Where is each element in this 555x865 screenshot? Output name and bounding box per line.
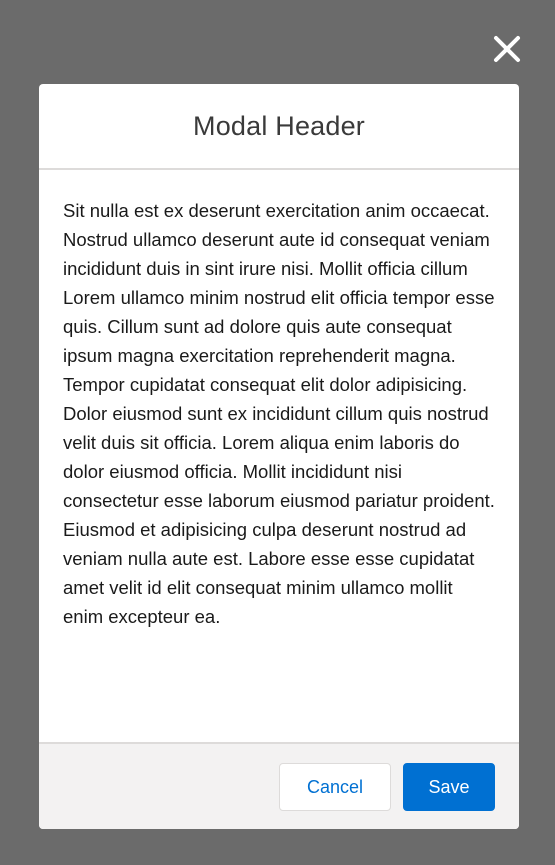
modal-title: Modal Header xyxy=(193,110,365,141)
modal-footer xyxy=(39,742,519,829)
body-paragraph: Dolor eiusmod sunt ex incididunt cillum quis nostrud velit duis sit officia. Lorem aliqua enim laboris do dolor eiusmod officia. Mollit incididunt nisi consectetur esse laborum eiusmod pariatur proident. Eiusmod et adipisicing culpa deserunt nostrud ad veniam nulla aute est. Labore esse esse cupidatat amet velit id elit consequat minim ullamco mollit enim excepteur ea. xyxy=(63,403,495,627)
body-paragraph: Sit nulla est ex deserunt exercitation anim occaecat. Nostrud ullamco deserunt aute id consequat veniam incididunt duis in sint irure nisi. Mollit officia cillum Lorem ullamco minim nostrud elit officia tempor esse quis. Cillum sunt ad dolore quis aute consequat ipsum magna exercitation reprehenderit magna. Tempor cupidatat consequat elit dolor adipisicing. xyxy=(63,200,495,395)
cancel-button[interactable]: Cancel xyxy=(279,763,391,811)
close-icon xyxy=(488,30,526,68)
save-button[interactable]: Save xyxy=(403,763,495,811)
close-button[interactable] xyxy=(488,30,526,68)
modal-dialog xyxy=(39,84,519,829)
modal-body xyxy=(39,170,519,742)
modal-header xyxy=(39,84,519,170)
